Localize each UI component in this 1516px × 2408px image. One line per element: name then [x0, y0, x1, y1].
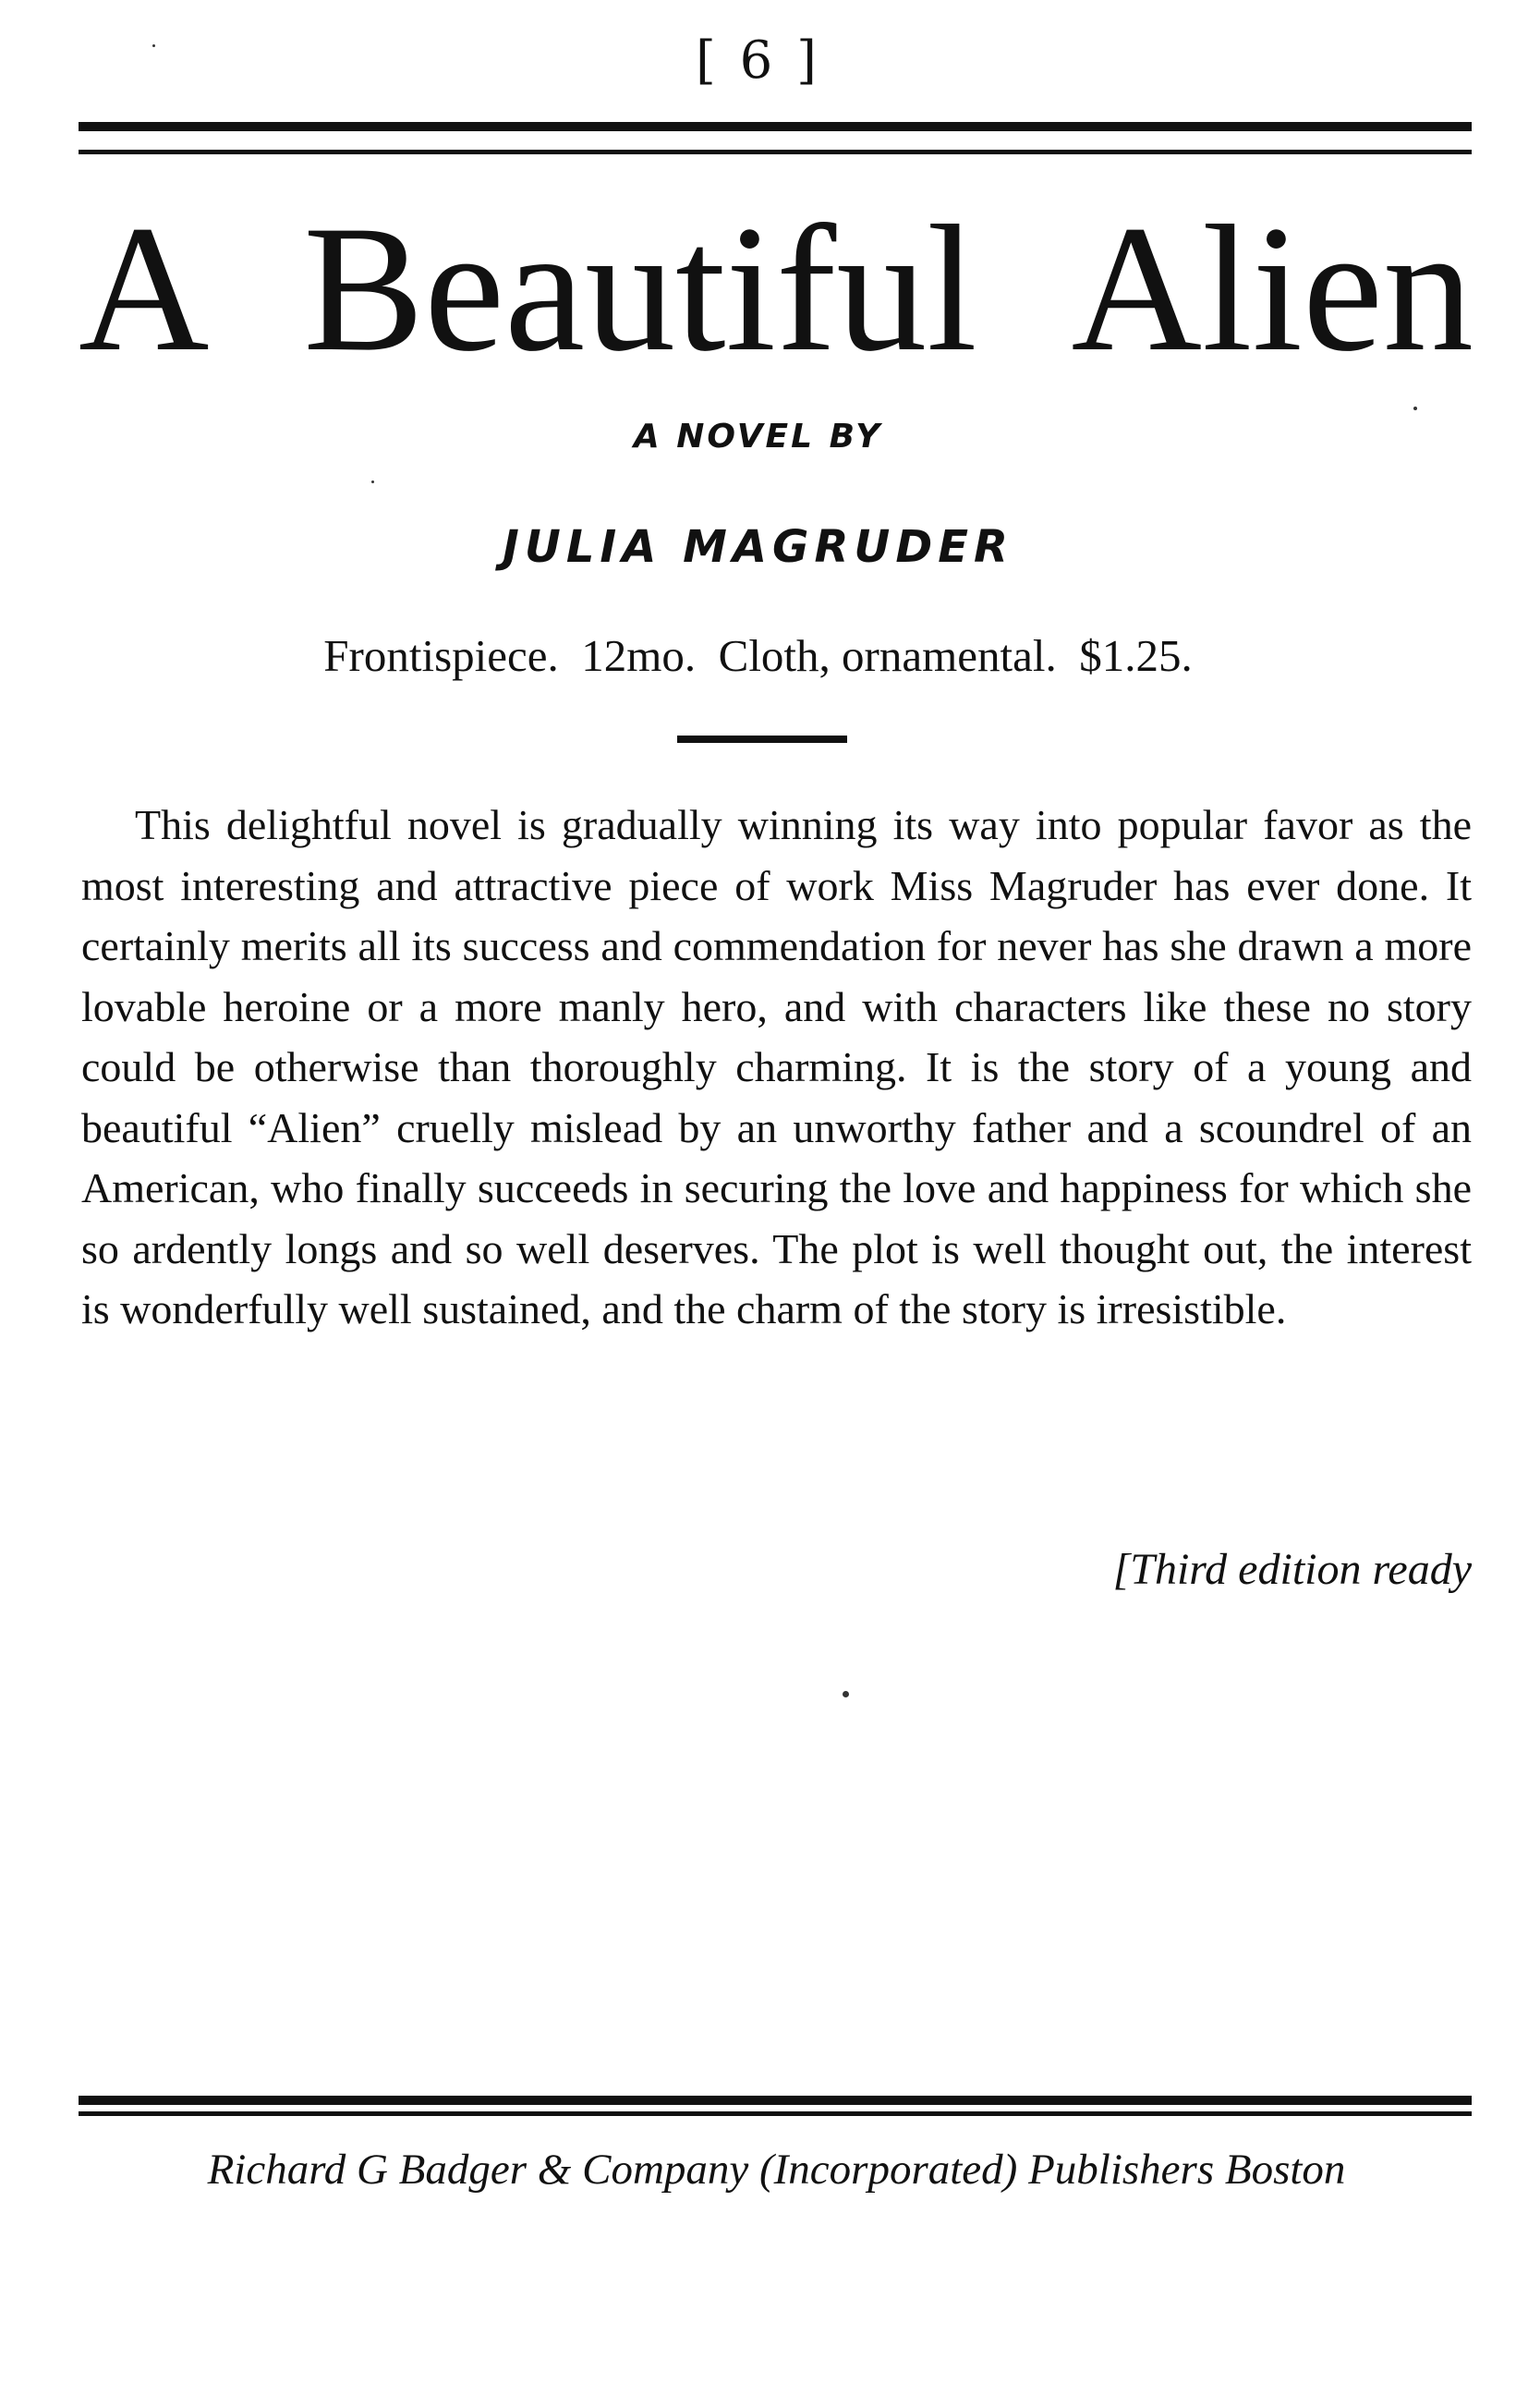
- footer-rule-thick: [79, 2096, 1472, 2105]
- page-number: [ 6 ]: [696, 30, 820, 91]
- footer-rule-thin: [79, 2111, 1472, 2116]
- section-divider: [677, 736, 847, 743]
- book-title: [79, 189, 1474, 389]
- title-word-3: Alien: [1071, 189, 1474, 389]
- book-description: This delightful novel is gradually winning its way into popular favor as the most interesting and attractive piece of work Miss Magruder has ever done. It certainly merits all its success and commendation for never has she drawn a more lovable heroine or a more manly hero, and with characters like these no story could be otherwise than thoroughly charming. It is the story of a young and beautiful “Alien” cruelly mislead by an unworthy father and a scoundrel of an American, who finally succeeds in securing the love and happiness for which she so ardently longs and so well deserves. The plot is well thought out, the interest is wonderfully well sustained, and the charm of the story is irresistible.: [81, 801, 1472, 1332]
- header-rule-thick: [79, 122, 1472, 131]
- print-speck: [1413, 407, 1417, 410]
- print-speck: [152, 44, 155, 47]
- publisher-imprint: Richard G Badger & Company (Incorporated) Publishers Boston: [207, 2146, 1346, 2194]
- author-name: JULIA MAGRUDER: [503, 521, 1013, 573]
- header-rule-thin: [79, 150, 1472, 154]
- print-speck: [843, 1691, 849, 1697]
- print-speck: [371, 480, 374, 483]
- book-details: Frontispiece. 12mo. Cloth, ornamental. $1.25.: [323, 630, 1193, 681]
- edition-note: [Third edition ready: [1112, 1545, 1472, 1594]
- title-word-1: A: [79, 189, 210, 389]
- title-word-2: Beautiful: [303, 189, 977, 389]
- byline: A NOVEL BY: [633, 418, 883, 456]
